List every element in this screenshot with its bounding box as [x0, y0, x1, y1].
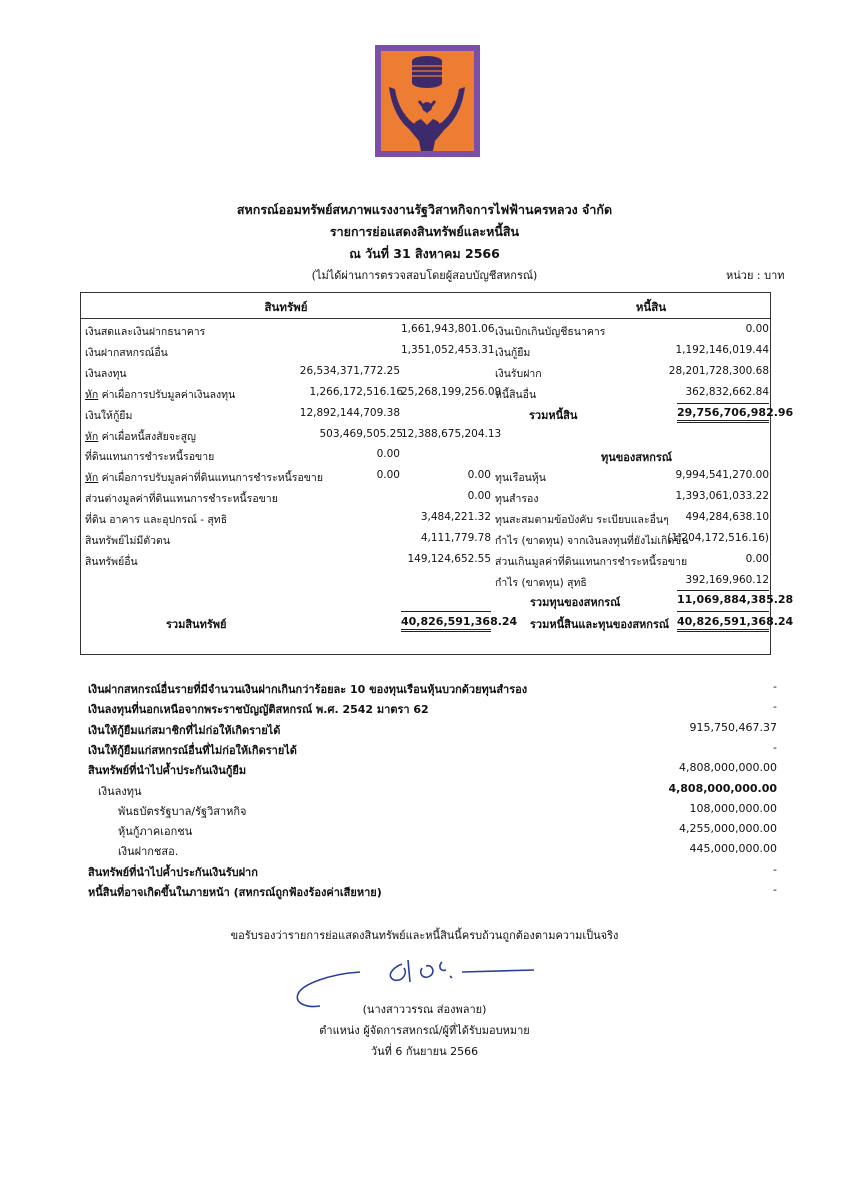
total-assets-label: รวมสินทรัพย์ — [166, 618, 227, 631]
asset-label-text: ที่ดิน อาคาร และอุปกรณ์ - สุทธิ — [85, 514, 228, 527]
note-label: เงินฝากชสอ. — [118, 845, 179, 859]
liability-row-label: หนี้สินอื่น — [495, 388, 537, 401]
assets-heading: สินทรัพย์ — [264, 300, 308, 314]
report-date: ณ วันที่ 31 สิงหาคม 2566 — [349, 246, 500, 261]
note-value: 4,255,000,000.00 — [679, 822, 777, 836]
note-value: 4,808,000,000.00 — [679, 761, 777, 775]
note-label: เงินลงทุน — [98, 784, 142, 798]
liability-row-label: เงินกู้ยืม — [495, 346, 531, 359]
note-value: - — [773, 883, 777, 896]
note-label: เงินให้กู้ยืมแก่สหกรณ์อื่นที่ไม่ก่อให้เกิดรายได้ — [88, 743, 297, 757]
note-value: - — [773, 680, 777, 693]
asset-row-label — [85, 532, 170, 549]
cooperative-logo — [375, 45, 480, 157]
asset-label-text: เงินฝากสหกรณ์อื่น — [85, 346, 168, 359]
asset-row-label — [85, 511, 227, 528]
signer-name: (นางสาววรรณ ส่องพลาย) — [362, 1003, 487, 1016]
certification-statement: ขอรับรองว่ารายการย่อแสดงสินทรัพย์และหนี้สินนี้ครบถ้วนถูกต้องตามความเป็นจริง — [230, 929, 619, 942]
equity-row-value: 0.00 — [745, 552, 769, 565]
asset-label-text: เงินให้กู้ยืม — [85, 409, 133, 422]
asset-row-value-col2: 503,469,505.25 — [319, 427, 403, 440]
equity-row-label: กำไร (ขาดทุน) สุทธิ — [495, 576, 587, 589]
asset-row-label — [85, 344, 168, 361]
total-liabilities-equity-label: รวมหนี้สินและทุนของสหกรณ์ — [530, 618, 670, 631]
equity-row-label: ทุนสำรอง — [495, 492, 539, 505]
equity-row-label: ส่วนเกินมูลค่าที่ดินแทนการชำระหนี้รอขาย — [495, 555, 688, 568]
asset-row-label — [85, 553, 138, 570]
asset-row-label — [85, 490, 278, 507]
note-label: สินทรัพย์ที่นำไปค้ำประกันเงินกู้ยืม — [88, 764, 247, 778]
asset-label-text: ที่ดินแทนการชำระหนี้รอขาย — [85, 451, 215, 464]
equity-row-value: 494,284,638.10 — [685, 510, 769, 523]
note-value: 915,750,467.37 — [689, 720, 777, 734]
signer-position: ตำแหน่ง ผู้จัดการสหกรณ์/ผู้ที่ได้รับมอบหมาย — [319, 1024, 530, 1037]
asset-row-value-col3: 3,484,221.32 — [420, 511, 491, 524]
asset-label-text: สินทรัพย์อื่น — [85, 555, 138, 568]
asset-row-value-col1: 12,892,144,709.38 — [299, 406, 400, 419]
asset-row-value-col3: 1,351,052,453.31 — [401, 343, 495, 356]
asset-label-text: เงินสดและเงินฝากธนาคาร — [85, 326, 206, 338]
asset-row-value-col2: 1,266,172,516.16 — [309, 385, 403, 398]
equity-row-label: กำไร (ขาดทุน) จากเงินลงทุนที่ยังไม่เกิดขึ้น — [495, 534, 689, 547]
note-label: หนี้สินที่อาจเกิดขึ้นในภายหน้า (สหกรณ์ถูกฟ้องร้องค่าเสียหาย) — [88, 886, 382, 899]
asset-label-text: ส่วนต่างมูลค่าที่ดินแทนการชำระหนี้รอขาย — [85, 493, 278, 506]
equity-row-value: 392,169,960.12 — [685, 573, 769, 586]
asset-row-value-col3: 149,124,652.55 — [407, 552, 491, 565]
asset-row-value-col3: 1,661,943,801.06 — [401, 323, 495, 335]
note-value: 445,000,000.00 — [689, 842, 777, 856]
equity-heading: ทุนของสหกรณ์ — [601, 451, 673, 464]
note-label: หุ้นกู้ภาคเอกชน — [118, 825, 193, 839]
less-prefix: หัก — [85, 472, 99, 485]
equity-row-value: 9,994,541,270.00 — [675, 469, 769, 481]
organization-name: สหกรณ์ออมทรัพย์สหภาพแรงงานรัฐวิสาหกิจการไฟฟ้านครหลวง จำกัด — [236, 202, 613, 217]
asset-label-text: ค่าเผื่อการปรับมูลค่าที่ดินแทนการชำระหนี้รอขาย — [98, 472, 323, 485]
asset-row-value-col1: 0.00 — [376, 469, 400, 482]
note-value: - — [773, 700, 777, 714]
balance-sheet-table — [80, 292, 794, 655]
liability-row-value: 362,832,662.84 — [685, 385, 769, 398]
total-equity-value: 11,069,884,385.28 — [677, 590, 769, 606]
asset-label-text: เงินลงทุน — [85, 367, 127, 380]
liability-row-value: 1,192,146,019.44 — [675, 343, 769, 356]
total-liabilities-value: 29,756,706,982.96 — [677, 403, 769, 423]
asset-row-value-col3: 12,388,675,204.13 — [401, 427, 502, 440]
liabilities-heading: หนี้สิน — [635, 300, 667, 314]
note-label: พันธบัตรรัฐบาล/รัฐวิสาหกิจ — [118, 804, 247, 818]
asset-row-label — [85, 469, 323, 486]
liability-row-label: เงินเบิกเกินบัญชีธนาคาร — [495, 326, 606, 338]
asset-row-label — [85, 428, 196, 445]
note-value: - — [773, 862, 777, 876]
equity-row-value: (1,204,172,516.16) — [667, 531, 769, 544]
liability-row-value: 0.00 — [745, 323, 769, 335]
note-value: 108,000,000.00 — [689, 801, 777, 815]
total-equity-label: รวมทุนของสหกรณ์ — [530, 596, 621, 609]
asset-row-label — [85, 407, 132, 424]
asset-row-value-col3: 25,268,199,256.09 — [401, 385, 502, 398]
total-assets-value: 40,826,591,368.24 — [401, 611, 491, 632]
header-divider — [81, 318, 770, 319]
less-prefix: หัก — [85, 388, 99, 401]
note-label: เงินให้กู้ยืมแก่สมาชิกที่ไม่ก่อให้เกิดรายได้ — [88, 723, 281, 737]
asset-row-label — [85, 323, 205, 340]
asset-row-value-col3: 0.00 — [467, 490, 491, 503]
note-value: 4,808,000,000.00 — [668, 781, 777, 795]
total-liabilities-label: รวมหนี้สิน — [529, 409, 578, 422]
signed-date: วันที่ 6 กันยายน 2566 — [370, 1045, 479, 1058]
liability-row-value: 28,201,728,300.68 — [668, 364, 769, 377]
equity-row-value: 1,393,061,033.22 — [675, 489, 769, 502]
asset-row-value-col1: 26,534,371,772.25 — [299, 364, 400, 377]
report-title: รายการย่อแสดงสินทรัพย์และหนี้สิน — [329, 224, 520, 239]
asset-row-value-col3: 4,111,779.78 — [420, 532, 491, 544]
equity-row-label: ทุนเรือนหุ้น — [495, 472, 546, 484]
audit-note: (ไม่ได้ผ่านการตรวจสอบโดยผู้สอบบัญชีสหกรณ์) — [311, 269, 538, 282]
less-prefix: หัก — [85, 430, 99, 443]
note-value: - — [773, 740, 777, 754]
asset-row-label — [85, 448, 214, 465]
note-label: เงินลงทุนที่นอกเหนือจากพระราชบัญญัติสหกรณ์ พ.ศ. 2542 มาตรา 62 — [88, 703, 429, 717]
equity-row-label: ทุนสะสมตามข้อบังคับ ระเบียบและอื่นๆ — [495, 513, 669, 526]
note-label: สินทรัพย์ที่นำไปค้ำประกันเงินรับฝาก — [88, 865, 258, 879]
asset-label-text: สินทรัพย์ไม่มีตัวตน — [85, 535, 171, 547]
asset-label-text: ค่าเผื่อหนี้สงสัยจะสูญ — [98, 430, 196, 443]
asset-row-value-col3: 0.00 — [467, 469, 491, 482]
liability-row-label: เงินรับฝาก — [495, 367, 542, 380]
total-liabilities-equity-value: 40,826,591,368.24 — [677, 611, 769, 632]
unit-label: หน่วย : บาท — [726, 269, 785, 282]
asset-row-label — [85, 386, 235, 403]
asset-row-label — [85, 365, 127, 382]
note-label: เงินฝากสหกรณ์อื่นรายที่มีจำนวนเงินฝากเกินกว่าร้อยละ 10 ของทุนเรือนหุ้นบวกด้วยทุนสำรอง — [88, 683, 528, 696]
asset-label-text: ค่าเผื่อการปรับมูลค่าเงินลงทุน — [98, 388, 236, 401]
asset-row-value-col1: 0.00 — [376, 448, 400, 461]
